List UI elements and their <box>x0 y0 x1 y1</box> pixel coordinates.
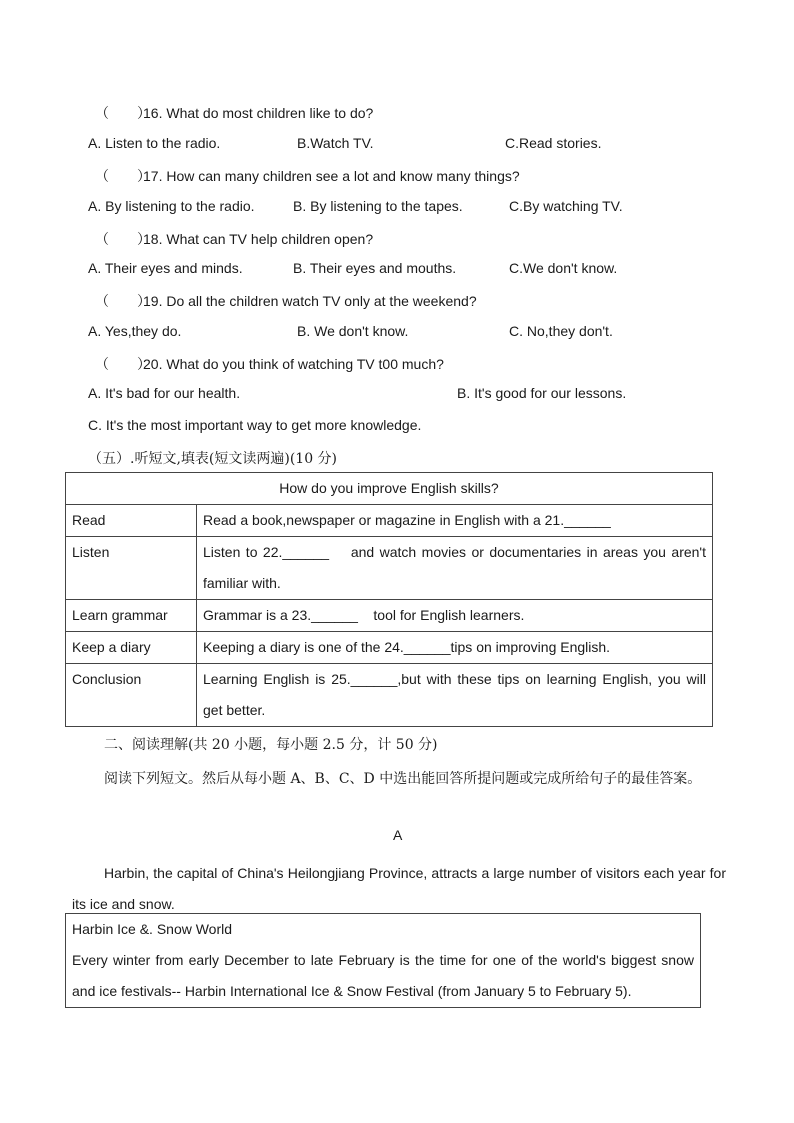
part-heading: 二、阅读理解(共 20 小题，每小题 2.5 分，计 50 分) <box>104 737 438 753</box>
option-b: B. It's good for our lessons. <box>457 385 627 401</box>
row-value: Read a book,newspaper or magazine in English with a 21.______ <box>197 505 713 537</box>
question-text: 17. How can many children see a lot and know many things? <box>143 168 520 184</box>
question-20 <box>95 354 444 374</box>
option-c: C.Read stories. <box>505 135 602 151</box>
instruction-text: 阅读下列短文。然后从每小题 A、B、C、D 中选出能回答所提问题或完成所给句子的最佳答案。 <box>104 771 702 787</box>
info-box <box>65 913 701 1008</box>
row-key: Read <box>66 505 197 537</box>
table-row <box>66 537 713 600</box>
question-16 <box>95 103 373 123</box>
option-b: B.Watch TV. <box>297 135 374 151</box>
answer-paren: （ ） <box>95 105 151 121</box>
row-key: Conclusion <box>66 664 197 727</box>
question-text: 19. Do all the children watch TV only at the weekend? <box>143 293 477 309</box>
option-a: A. Listen to the radio. <box>88 135 221 151</box>
table-title: How do you improve English skills? <box>66 473 713 505</box>
table-row <box>66 632 713 664</box>
answer-paren: （ ） <box>95 293 151 309</box>
option-c: C.By watching TV. <box>509 198 623 214</box>
question-text: 20. What do you think of watching TV t00 much? <box>143 356 444 372</box>
passage-label: A <box>393 827 403 843</box>
passage-intro: Harbin, the capital of China's Heilongjiang Province, attracts a large number of visitors each year for its ice and snow. <box>72 865 726 912</box>
table-row <box>66 664 713 727</box>
question-19 <box>95 291 477 311</box>
option-a: A. It's bad for our health. <box>88 385 241 401</box>
row-key: Listen <box>66 537 197 600</box>
row-value: Listen to 22.______ and watch movies or documentaries in areas you aren't familiar with. <box>197 537 713 600</box>
option-c: C.We don't know. <box>509 260 618 276</box>
fill-in-table <box>65 472 713 727</box>
row-key: Learn grammar <box>66 600 197 632</box>
info-box-text: Every winter from early December to late February is the time for one of the world's biggest snow and ice festivals-- Harbin International Ice & Snow Festival (from January 5 to February 5). <box>72 952 694 999</box>
row-value: Grammar is a 23.______ tool for English learners. <box>197 600 713 632</box>
row-value: Learning English is 25.______,but with these tips on learning English, you will get better. <box>197 664 713 727</box>
question-text: 18. What can TV help children open? <box>143 231 374 247</box>
option-c: C. It's the most important way to get more knowledge. <box>88 417 422 433</box>
row-key: Keep a diary <box>66 632 197 664</box>
option-b: B. By listening to the tapes. <box>293 198 463 214</box>
table-row <box>66 600 713 632</box>
question-17 <box>95 166 520 186</box>
answer-paren: （ ） <box>95 356 151 372</box>
option-b: B. Their eyes and mouths. <box>293 260 457 276</box>
table-header-row <box>66 473 713 505</box>
table-row <box>66 505 713 537</box>
answer-paren: （ ） <box>95 231 151 247</box>
question-text: 16. What do most children like to do? <box>143 105 374 121</box>
option-a: A. Yes,they do. <box>88 323 182 339</box>
question-18 <box>95 229 373 249</box>
answer-paren: （ ） <box>95 168 151 184</box>
info-box-title: Harbin Ice &. Snow World <box>72 921 233 937</box>
option-a: A. Their eyes and minds. <box>88 260 243 276</box>
option-b: B. We don't know. <box>297 323 409 339</box>
section-heading: （五）.听短文,填表(短文读两遍)(10 分) <box>88 451 338 467</box>
option-a: A. By listening to the radio. <box>88 198 255 214</box>
option-c: C. No,they don't. <box>509 323 613 339</box>
row-value: Keeping a diary is one of the 24.______tips on improving English. <box>197 632 713 664</box>
